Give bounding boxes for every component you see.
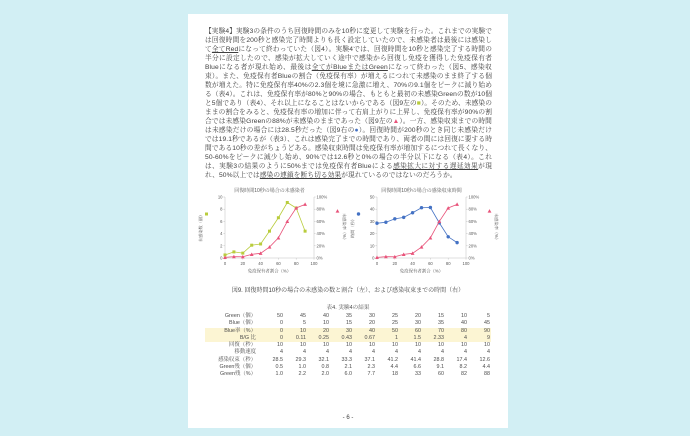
table-cell: 30 [415, 320, 421, 327]
chart-uninfected [196, 184, 348, 284]
table-title: 表4. 実験4の結果 [326, 305, 370, 311]
series-marker [304, 230, 307, 233]
table-cell: 4 [395, 349, 398, 356]
table-cell: 2.33 [422, 335, 445, 342]
table-cell: 0 [261, 328, 284, 335]
table-cell: 40 [461, 320, 467, 327]
axis-tick-label: 100 [462, 261, 470, 266]
table-cell: 41.4 [410, 356, 421, 363]
table-cell: 33 [415, 371, 421, 378]
table-row [205, 357, 491, 364]
table-cell: 1.0 [275, 371, 283, 378]
table-cell: 30 [369, 313, 375, 319]
table-cell: 15 [346, 320, 352, 327]
table-cell: 5 [303, 320, 306, 327]
table-cell: 45 [484, 320, 490, 327]
axis-tick-label: 0 [223, 261, 227, 266]
inline-series-symbol: ■ [416, 100, 421, 107]
table-cell: 37.1 [364, 356, 375, 363]
x-axis-label: 免疫保有者割合（%） [399, 268, 444, 274]
paragraph-segment: ）。回復時間が200秒のとき同じ未感染だけでは19.1秒であるが（表3）、これは感染完了までの時間であり、両者の間には回復に要する時間である10秒の差がちょうどある。感染収束時間は免疫保有率が増加するにつれて長くなり、50-60%をピークに減少し始め、90%では12.6秒と0%の場合の半分以下になる（表4）。これは、実験3の結果のように50%までは免疫保有者Blueによる [205, 127, 493, 170]
series-marker [303, 202, 307, 206]
table-cell: 4 [487, 349, 490, 356]
table-cell: 0.5 [275, 364, 283, 371]
axis-tick-label: 80 [445, 261, 451, 266]
axis-tick-label: 8 [220, 206, 223, 212]
series-marker [402, 216, 405, 219]
series-marker [429, 236, 433, 240]
axis-tick-label: 30 [369, 218, 375, 224]
table-cell: 1.0 [298, 364, 306, 371]
table-cell: 10 [392, 342, 398, 349]
series-marker [455, 241, 458, 244]
table-cell: 25 [392, 320, 398, 327]
series-marker [286, 201, 289, 204]
table-cell: 4 [464, 349, 467, 356]
series-marker [268, 230, 271, 233]
row-label: 感染収束（秒） [218, 356, 256, 363]
series-marker [447, 235, 450, 238]
series-marker [250, 244, 253, 247]
row-label: Blue（個） [229, 320, 256, 327]
table-cell: 4 [326, 349, 329, 356]
table-cell: 33.3 [341, 356, 352, 363]
table-cell: 88 [484, 371, 490, 378]
table-row [205, 328, 491, 335]
table-cell: 35 [438, 320, 444, 327]
axis-tick-label: 0% [316, 255, 323, 261]
table-cell: 90 [468, 328, 491, 335]
axis-tick-label: 100% [468, 194, 480, 200]
table-cell: 4 [441, 349, 444, 356]
series-marker [259, 242, 262, 245]
table-cell: 4 [280, 349, 283, 356]
table-cell: 50 [277, 313, 283, 319]
figure-caption: 図9. 回復時間10秒の場合の未感染の数と割合（左）、および感染収束までの時間（右） [231, 288, 465, 294]
series-marker [375, 222, 378, 225]
table-row [205, 320, 491, 327]
table-cell: 0.8 [321, 364, 329, 371]
table-cell: 8.2 [459, 364, 467, 371]
axis-tick-label: 6 [220, 218, 223, 224]
paragraph-segment: が現れ、50%以上では [205, 163, 492, 179]
axis-tick-label: 80% [468, 206, 477, 212]
table-cell: 29.3 [295, 356, 306, 363]
series-marker [277, 216, 280, 219]
legend-marker [357, 212, 360, 215]
table-cell: 4 [349, 349, 352, 356]
paragraph-segment: 感染の連鎖を断ち切る効果 [259, 172, 342, 179]
axis-tick-label: 20 [240, 261, 246, 266]
axis-tick-label: 60 [276, 261, 281, 266]
row-label: Blue率（%） [205, 328, 261, 335]
table-cell: 1.5 [399, 335, 422, 342]
table-cell: 9.1 [436, 364, 444, 371]
table-cell: 0 [261, 335, 284, 342]
table-cell: 2.3 [367, 364, 375, 371]
legend-marker [205, 213, 208, 216]
axis-tick-label: 40% [316, 231, 325, 237]
table-cell: 70 [422, 328, 445, 335]
series-marker [420, 206, 423, 209]
table-cell: 18 [392, 371, 398, 378]
table-cell: 1 [376, 335, 399, 342]
chart-title: 回復時間10秒の場合の未感染者 [234, 188, 305, 194]
paragraph-segment: ）。そのため、未感染のままの割合をみると、免疫保有率の増加に伴って右肩上がりに上昇し、免疫保有率が90%の割合では未感染Greenの88%が未感染のままであった（図9左の [205, 100, 493, 125]
table-cell: 0 [280, 320, 283, 327]
paragraph-segment: になって終わっていた（図4）。実験4では、回復時間を10秒と感染完了する時間の半分に設定したので、感染が拡大していく途中で感染から回復し免疫を獲得した免疫保有者Blueになる者が現れ始め、最後は [205, 46, 492, 71]
axis-tick-label: 50 [369, 194, 375, 200]
table-cell: 5 [487, 313, 490, 319]
body-paragraph [205, 27, 492, 180]
axis-tick-label: 20% [316, 243, 325, 249]
paragraph-segment: ）。一方、感染収束までの時間は未感染だけの場合には28.5秒だった（図9右の [205, 118, 492, 134]
table-cell: 45 [300, 313, 306, 319]
table-cell: 10 [323, 320, 329, 327]
document-page [188, 14, 508, 428]
table-cell: 6.6 [413, 364, 421, 371]
inline-series-symbol: ● [354, 127, 359, 134]
page-number: - 6 - [342, 415, 354, 421]
axis-tick-label: 100 [310, 261, 318, 266]
table-cell: 4.4 [482, 364, 490, 371]
axis-tick-label: 100% [316, 194, 328, 200]
inline-series-symbol: ▲ [392, 118, 400, 125]
chart-convergence-time [348, 184, 500, 284]
row-label: B/G 比 [205, 335, 261, 342]
series-line [225, 204, 305, 257]
table-cell: 35 [346, 313, 352, 319]
table-cell: 20 [307, 328, 330, 335]
axis-tick-label: 40 [369, 206, 375, 212]
series-marker [232, 250, 235, 253]
table-row [205, 349, 491, 356]
paragraph-segment: が現れているのではないのだろうか。 [341, 172, 457, 179]
axis-tick-label: 20 [392, 261, 398, 266]
table-cell: 80 [445, 328, 468, 335]
table-cell: 0.43 [330, 335, 353, 342]
table-cell: 9 [468, 335, 491, 342]
table-row [205, 371, 491, 378]
series-marker [277, 236, 281, 240]
table-cell: 10 [484, 342, 490, 349]
axis-tick-label: 40 [258, 261, 263, 266]
table-cell: 25 [392, 313, 398, 319]
axis-tick-label: 0 [372, 255, 375, 261]
table-cell: 10 [461, 313, 467, 319]
paragraph-segment: になって終わった（図5、感染収束）。また、免疫保有者Blueの割合（免疫保有率）が増えるにつれて未感染のまま終了する個数が増えた。特に免疫保有率40%の2.3個を境に急激に増え、70%の9.1個をピークに減り始める（表4）。これは、免疫保有率が80%と90%の場合、もともと最初の未感染Greenの数が10個と5個であり（表4）、それ以上になることはないからである（図9左の [205, 64, 492, 107]
table-cell: 4 [418, 349, 421, 356]
table-cell: 0.67 [353, 335, 376, 342]
table-cell: 6.0 [344, 371, 352, 378]
table-cell: 32.1 [318, 356, 329, 363]
axis-tick-label: 40% [468, 231, 477, 237]
table-cell: 0.11 [284, 335, 307, 342]
table-cell: 2.2 [298, 371, 306, 378]
paragraph-segment: 全てRed [211, 46, 239, 53]
axis-tick-label: 80% [316, 206, 325, 212]
table-cell: 2.0 [321, 371, 329, 378]
row-label: Green残（%） [220, 371, 256, 378]
table-cell: 10 [284, 328, 307, 335]
table-cell: 40 [353, 328, 376, 335]
axis-tick-label: 10 [369, 243, 375, 249]
table-cell: 28.8 [433, 356, 444, 363]
table-cell: 10 [346, 342, 352, 349]
table-cell: 60 [399, 328, 422, 335]
right-axis-label: 未感染率（%） [494, 213, 499, 242]
axis-tick-label: 60 [428, 261, 433, 266]
series-marker [241, 252, 244, 255]
table-cell: 40 [323, 313, 329, 319]
table-cell: 82 [461, 371, 467, 378]
table-cell: 20 [415, 313, 421, 319]
results-table [205, 313, 491, 379]
table-cell: 2.1 [344, 364, 352, 371]
table-cell: 20 [369, 320, 375, 327]
row-label: Green（個） [224, 313, 256, 319]
table-cell: 4.4 [390, 364, 398, 371]
table-cell: 10 [461, 342, 467, 349]
row-label: Green残（個） [219, 364, 256, 371]
axis-tick-label: 0% [468, 255, 475, 261]
table-cell: 10 [300, 342, 306, 349]
right-axis-label: 未感染率（%） [342, 213, 347, 242]
series-marker [384, 221, 387, 224]
legend-marker [336, 209, 340, 213]
axis-tick-label: 4 [220, 231, 223, 237]
series-line [225, 202, 305, 254]
table-cell: 60 [438, 371, 444, 378]
left-axis-label: 時間（秒） [350, 217, 355, 238]
figure-charts [188, 184, 508, 284]
row-label: 移動速度 [234, 349, 256, 356]
table-cell: 10 [438, 342, 444, 349]
series-marker [393, 217, 396, 220]
series-marker [411, 211, 414, 214]
table-cell: 28.5 [272, 356, 283, 363]
axis-tick-label: 0 [220, 255, 223, 261]
axis-tick-label: 40 [410, 261, 415, 266]
table-cell: 41.2 [387, 356, 398, 363]
table-cell: 10 [369, 342, 375, 349]
table-cell: 30 [330, 328, 353, 335]
table-cell: 50 [376, 328, 399, 335]
chart-title: 回復時間10秒の場合の感染収束時間 [381, 188, 462, 194]
axis-tick-label: 60% [316, 218, 325, 224]
row-label: 回復（秒） [229, 342, 256, 349]
paragraph-segment: 全てがBlueまたはGreen [311, 64, 388, 71]
table-cell: 4 [372, 349, 375, 356]
axis-tick-label: 10 [217, 194, 223, 200]
series-line [377, 204, 457, 257]
table-cell: 12.6 [479, 356, 490, 363]
axis-tick-label: 2 [220, 243, 223, 249]
table-cell: 10 [323, 342, 329, 349]
table-cell: 4 [445, 335, 468, 342]
axis-tick-label: 20% [468, 243, 477, 249]
axis-tick-label: 20 [369, 231, 375, 237]
table-cell: 15 [438, 313, 444, 319]
table-cell: 10 [277, 342, 283, 349]
axis-tick-label: 80 [293, 261, 299, 266]
table-cell: 17.4 [456, 356, 467, 363]
axis-tick-label: 60% [468, 218, 477, 224]
series-marker [455, 202, 459, 206]
left-axis-label: 未感染数（個） [198, 212, 203, 243]
x-axis-label: 免疫保有者割合（%） [247, 268, 292, 274]
paragraph-segment: 感染拡大に対する遅延効果 [393, 163, 479, 170]
legend-marker [488, 209, 492, 213]
paragraph-segment: 【実験4】実験3の条件のうち回復時間のみを10秒に変更して実験を行った。これまでの実験では回復時間を200秒と感染完了時間よりも長く設定していたので、未感染者は最後には感染して [205, 28, 492, 53]
table-cell: 7.7 [367, 371, 375, 378]
series-marker [429, 206, 432, 209]
table-cell: 0.25 [307, 335, 330, 342]
table-cell: 4 [303, 349, 306, 356]
axis-tick-label: 0 [375, 261, 379, 266]
table-cell: 10 [415, 342, 421, 349]
